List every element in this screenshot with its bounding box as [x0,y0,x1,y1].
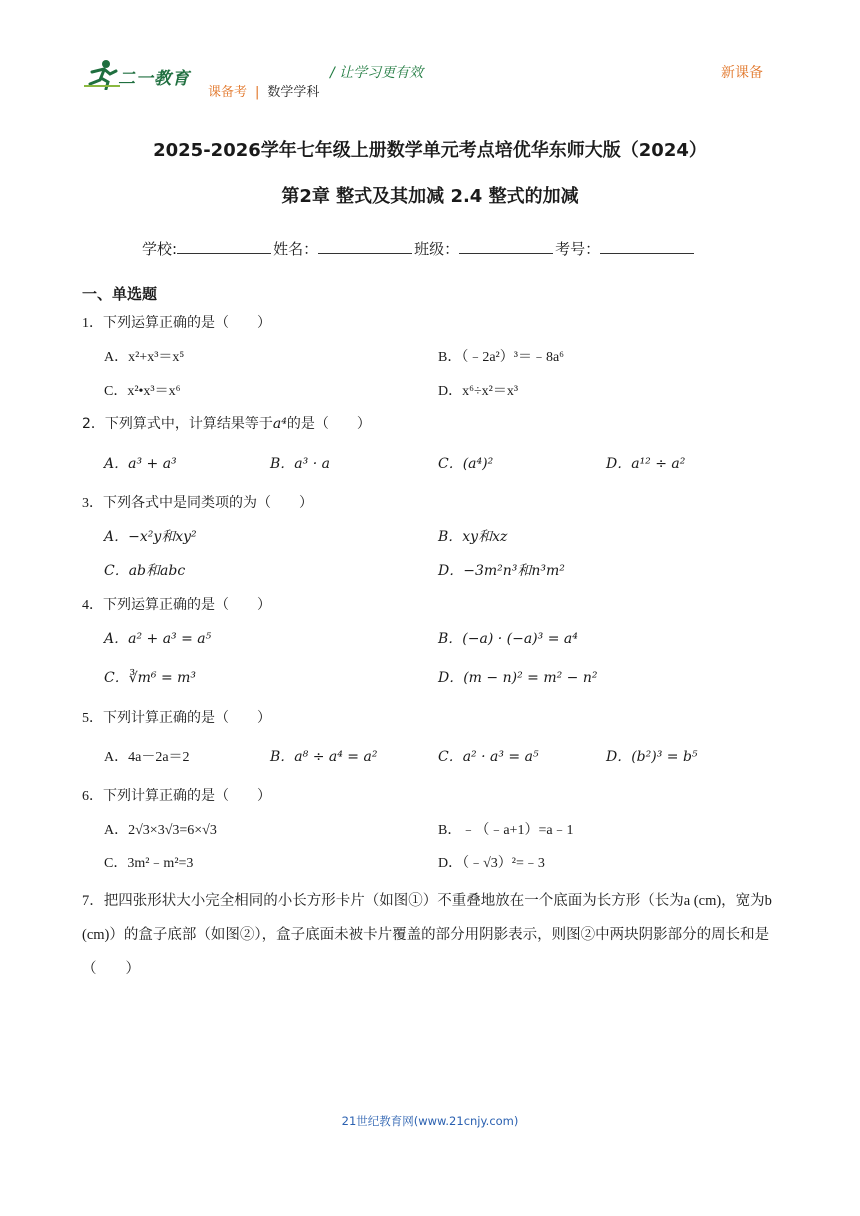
footer-source: 21世纪教育网(www.21cnjy.com) [341,1114,519,1128]
runner-logo-icon [82,58,122,90]
question-3-stem: 3．下列各式中是同类项的为（ ） [82,496,313,511]
question-1-stem: 1．下列运算正确的是（ ） [82,316,271,331]
student-info-line [142,238,696,259]
header-left [208,81,319,100]
school-label: 学校: [142,240,178,258]
question-2-stem [82,413,371,433]
q4-option-a: A．a² + a³ = a⁵ [104,631,212,647]
q1-option-b: B．（﹣2a²）³＝﹣8a⁶ [438,350,565,365]
q5-option-b: B．a⁸ ÷ a⁴ = a² [270,749,378,765]
class-label: 班级： [414,240,460,258]
page-title: 2025-2026学年七年级上册数学单元考点培优华东师大版（2024） [153,140,707,161]
section-heading: 一、单选题 [82,285,158,303]
question-7-stem: 7．把四张形状大小完全相同的小长方形卡片（如图①）不重叠地放在一个底面为长方形（长为a (cm)，宽为b (cm)）的盒子底部（如图②），盒子底面未被卡片覆盖的部分用阴影表示，则图②中两块阴影部分的周长和是（ ） [82,893,772,977]
slogan: / 让学习更有效 [330,65,424,81]
q3-option-a: A．−x²y和xy² [104,529,197,545]
q6-option-c: C．3m²﹣m²=3 [104,856,194,871]
logo-text: 二一教育 [118,69,190,89]
q6-option-a: A．2√3×3√3=6×√3 [104,823,217,838]
q2-option-a: A．a³ + a³ [104,456,177,472]
question-6-stem: 6．下列计算正确的是（ ） [82,789,271,804]
q1-option-a: A．x²+x³＝x⁵ [104,350,185,365]
q4-option-c: C．∛m⁶ = m³ [104,670,197,686]
school-blank[interactable] [177,239,271,254]
header-right-label: 新课备 [721,65,763,81]
q3-option-d: D．−3m²n³和n³m² [438,563,565,579]
q2-stem-pre: 2．下列算式中，计算结果等于 [82,416,273,432]
q5-option-d: D．(b²)³ = b⁵ [606,749,698,765]
exam-no-blank[interactable] [600,239,694,254]
question-5-stem: 5．下列计算正确的是（ ） [82,711,271,726]
header-separator: | [255,85,260,100]
q6-option-b: B．﹣（﹣a+1）=a﹣1 [438,823,574,838]
name-blank[interactable] [318,239,412,254]
class-blank[interactable] [459,239,553,254]
q5-option-c: C．a² · a³ = a⁵ [438,749,539,765]
q4-option-d: D．(m − n)² = m² − n² [438,670,598,686]
q2-stem-math: a⁴ [272,416,287,432]
q2-option-d: D．a¹² ÷ a² [606,456,686,472]
q5-option-a: A．4a－2a＝2 [104,750,190,765]
q6-option-d: D．（﹣√3）²=﹣3 [438,856,545,871]
question-4-stem: 4．下列运算正确的是（ ） [82,598,271,613]
page-subtitle: 第2章 整式及其加减 2.4 整式的加减 [281,186,579,207]
q3-option-c: C．ab和abc [104,563,186,579]
q1-option-d: D．x⁶÷x²＝x³ [438,384,519,399]
q2-option-b: B．a³ · a [270,456,330,472]
q1-option-c: C．x²•x³＝x⁶ [104,384,181,399]
header-left-label: 课备考 [208,85,248,100]
q3-option-b: B．xy和xz [438,529,508,545]
q2-stem-post: 的是（ ） [286,416,371,432]
name-label: 姓名： [273,240,319,258]
header-subject: 数学学科 [267,85,320,100]
q2-option-c: C．(a⁴)² [438,456,494,472]
q4-option-b: B．(−a) · (−a)³ = a⁴ [438,631,578,647]
exam-no-label: 考号： [555,240,601,258]
